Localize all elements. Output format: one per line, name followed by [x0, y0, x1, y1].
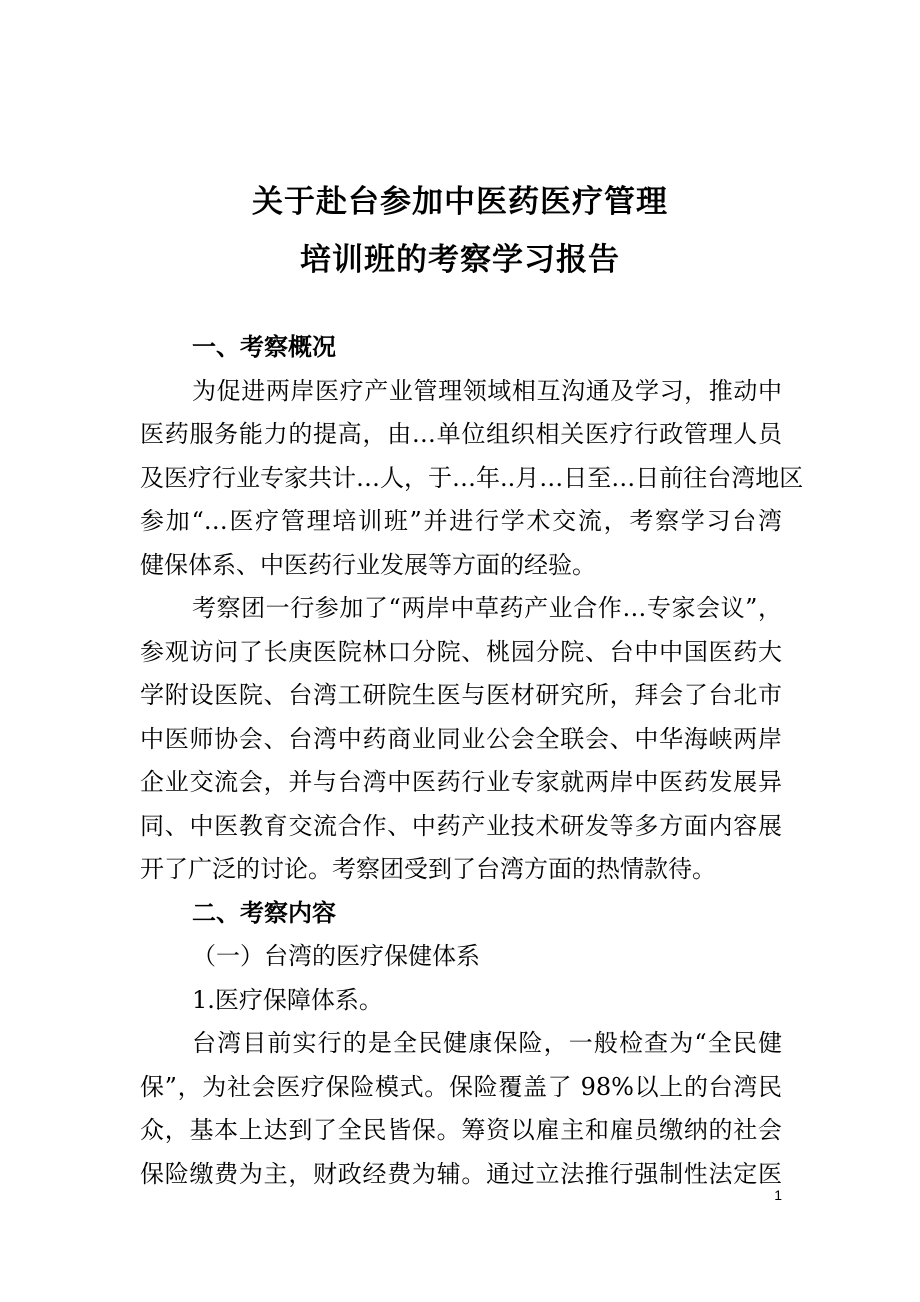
paragraph-line: 保”，为社会医疗保险模式。保险覆盖了 98%以上的台湾民 [140, 1072, 782, 1101]
paragraph-line: 同、中医教育交流合作、中药产业技术研发等多方面内容展 [140, 811, 782, 840]
paragraph-line: 考察团一行参加了“两岸中草药产业合作…专家会议”， [192, 594, 782, 622]
paragraph-line: 及医疗行业专家共计…人，于…年..月…日至…日前往台湾地区 [140, 463, 804, 492]
document-title-line-1: 关于赴台参加中医药医疗管理 [252, 184, 668, 220]
paragraph-line: 为促进两岸医疗产业管理领域相互沟通及学习，推动中 [192, 376, 782, 405]
paragraph-line: 参加“…医疗管理培训班”并进行学术交流，考察学习台湾 [140, 507, 782, 535]
paragraph-line: 健保体系、中医药行业发展等方面的经验。 [140, 550, 596, 579]
paragraph-delegation-activities [140, 587, 782, 892]
paragraph-line: 台湾目前实行的是全民健康保险，一般检查为“全民健 [192, 1029, 782, 1057]
paragraph-line: 保险缴费为主，财政经费为辅。通过立法推行强制性法定医 [140, 1159, 782, 1188]
paragraph-line: 中医师协会、台湾中药商业同业公会全联会、中华海峡两岸 [140, 724, 782, 753]
paragraph-line: 参观访问了长庚医院林口分院、桃园分院、台中中国医药大 [140, 637, 782, 666]
document-body [140, 326, 804, 1196]
paragraph-line: 开了广泛的讨论。考察团受到了台湾方面的热情款待。 [140, 855, 716, 883]
document-title-line-2: 培训班的考察学习报告 [300, 242, 620, 278]
section-heading-overview: 一、考察概况 [192, 333, 336, 361]
subsection-heading-healthcare-system: （一）台湾的医疗保健体系 [192, 942, 480, 970]
paragraph-line: 企业交流会，并与台湾中医药行业专家就两岸中医药发展异 [140, 768, 782, 796]
paragraph-national-health-insurance [140, 1022, 782, 1196]
page-number: 1 [774, 1187, 782, 1203]
paragraph-overview [140, 370, 804, 588]
item-heading-medical-insurance: 1.医疗保障体系。 [192, 985, 383, 1014]
paragraph-line: 医药服务能力的提高，由…单位组织相关医疗行政管理人员 [140, 420, 782, 448]
paragraph-line: 学附设医院、台湾工研院生医与医材研究所，拜会了台北市 [140, 681, 782, 709]
paragraph-line: 众，基本上达到了全民皆保。筹资以雇主和雇员缴纳的社会 [140, 1116, 782, 1144]
section-heading-content: 二、考察内容 [192, 898, 336, 927]
